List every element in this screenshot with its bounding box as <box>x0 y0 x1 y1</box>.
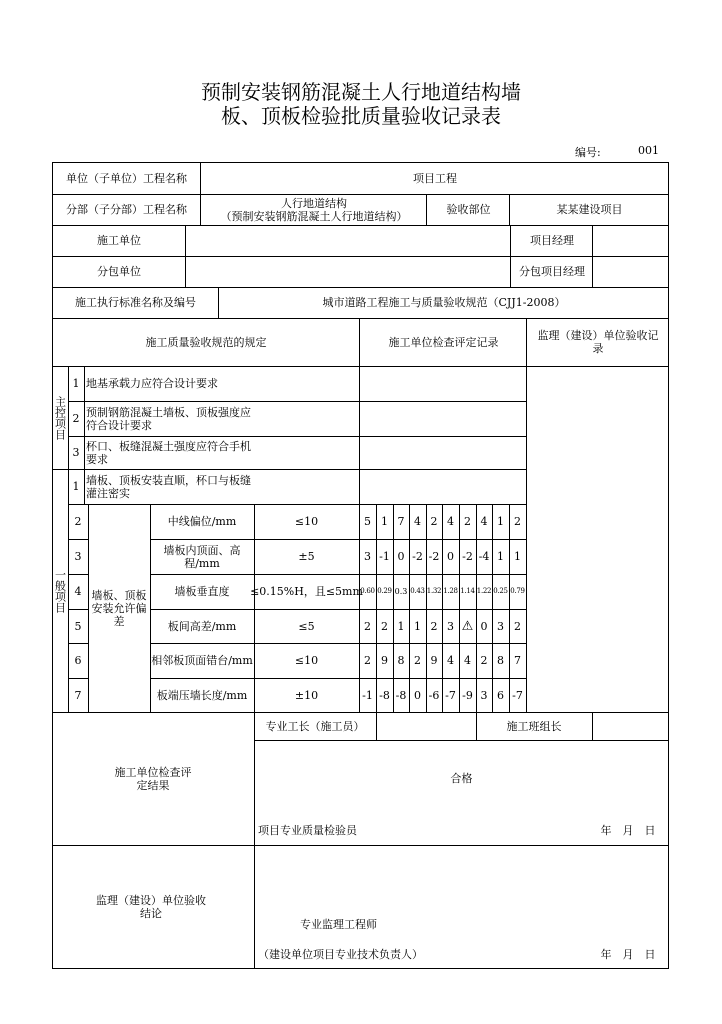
tolerance-row-no: 6 <box>74 654 82 667</box>
measurement-value: -7 <box>512 688 523 702</box>
measurement-value: 1.32 <box>426 587 442 595</box>
inspection-date: 年 月 日 <box>600 823 656 837</box>
measurement-value: -8 <box>395 688 407 702</box>
measurement-value: 2 <box>364 619 371 633</box>
measurement-value: 8 <box>397 654 405 667</box>
tolerance-allowed-value: ≤10 <box>294 654 319 667</box>
general-items-group-label: 一般项目 <box>53 568 67 613</box>
measurement-value: 2 <box>480 654 488 667</box>
measurement-value: 2 <box>514 619 521 633</box>
subunit-name-value <box>201 194 427 225</box>
measurement-value: -2 <box>412 550 423 563</box>
subunit-value-line1: 人行地道结构 <box>281 196 347 210</box>
measurement-value: 1 <box>414 619 421 633</box>
measurement-value: 2 <box>514 515 521 528</box>
measurement-value: 3 <box>364 550 371 563</box>
measurement-value: 5 <box>364 515 371 528</box>
measurement-value: 1 <box>381 515 388 528</box>
measurement-value: 4 <box>447 515 454 528</box>
measurement-value: 3 <box>447 619 454 633</box>
spec-column-header: 施工质量验收规范的规定 <box>145 335 267 349</box>
tolerance-row-no: 2 <box>74 515 82 528</box>
measurement-value: 2 <box>381 619 388 633</box>
measurement-value: -8 <box>379 688 390 702</box>
supervisor-engineer-label: 专业监理工程师 <box>300 917 377 931</box>
measurement-value: 0 <box>480 619 488 633</box>
tolerance-allowed-value: ±10 <box>294 688 319 702</box>
measurement-value: 0.25 <box>493 587 508 595</box>
measurement-value: 0.60 <box>360 587 375 595</box>
measurement-value: 0.3 <box>394 587 408 596</box>
measurement-value: 8 <box>497 654 504 667</box>
tolerance-item-name: 墙板垂直度 <box>174 585 230 598</box>
tolerance-allowed-value: ±5 <box>298 550 315 563</box>
tolerance-item-name: 相邻板顶面错台/mm <box>151 654 253 667</box>
conclusion-date: 年 月 日 <box>600 947 656 961</box>
owner-tech-label: （建设单位项目专业技术负责人） <box>258 947 423 961</box>
measurement-value: 1.28 <box>443 587 458 595</box>
measurement-value: 6 <box>497 688 504 702</box>
measurement-value: 4 <box>480 515 488 528</box>
tolerance-row-no: 3 <box>74 550 82 563</box>
acceptance-part-label: 验收部位 <box>446 203 491 216</box>
measurement-value: 0 <box>414 688 421 702</box>
measurement-value: 1 <box>497 515 504 528</box>
tolerance-group-label: 墙板、顶板安装允许偏差 <box>91 588 147 628</box>
tolerance-allowed-value: ≤0.15%H，且≤5mm <box>250 585 363 598</box>
measurement-value: 1 <box>397 619 405 633</box>
result-value: 合格 <box>450 771 473 785</box>
main-item-text: 预制钢筋混凝土墙板、顶板强度应符合设计要求 <box>86 405 251 432</box>
tolerance-row-no: 7 <box>74 688 82 702</box>
unit-name-value: 项目工程 <box>413 171 457 185</box>
measurement-value: -2 <box>428 550 440 563</box>
form-title-line2: 板、顶板检验批质量验收记录表 <box>221 104 501 128</box>
contractor-record-header: 施工单位检查评定记录 <box>388 335 499 349</box>
measurement-value: -6 <box>428 688 440 702</box>
measurement-value: 4 <box>447 654 454 667</box>
subcontract-manager-label: 分包项目经理 <box>519 265 585 278</box>
measurement-value: -1 <box>362 688 373 702</box>
measurement-value: 4 <box>414 515 421 528</box>
tolerance-row-no: 4 <box>74 585 82 598</box>
measurement-value: 2 <box>464 515 471 528</box>
measurement-value: 2 <box>414 654 421 667</box>
measurement-value: 1.22 <box>476 587 492 595</box>
form-title-line1: 预制安装钢筋混凝土人行地道结构墙 <box>201 80 521 104</box>
supervisor-conclusion-label: 监理（建设）单位验收结论 <box>96 894 206 920</box>
measurement-value: 9 <box>381 654 388 667</box>
measurement-value: 3 <box>497 619 504 633</box>
measurement-value: -1 <box>379 550 390 563</box>
general-item-no: 1 <box>72 480 80 493</box>
measurement-value: 2 <box>430 515 438 528</box>
subcontract-unit-label: 分包单位 <box>97 265 141 278</box>
tolerance-row-no: 5 <box>74 619 82 633</box>
measurement-value: 3 <box>480 688 488 702</box>
measurement-value: 1 <box>514 550 521 563</box>
standard-label: 施工执行标准名称及编号 <box>75 296 196 309</box>
tolerance-item-name: 板间高差/mm <box>167 619 237 633</box>
measurement-value: 2 <box>364 654 371 667</box>
tolerance-item-name: 墙板内顶面、高程/mm <box>163 543 241 570</box>
team-leader-label: 施工班组长 <box>506 719 562 733</box>
measurement-value: 1 <box>497 550 504 563</box>
doc-number-label: 编号: <box>575 146 601 159</box>
measurement-value: 2 <box>430 619 438 633</box>
main-items-group-label: 主控项目 <box>53 396 67 440</box>
measurement-value: 7 <box>514 654 521 667</box>
measurement-value: 0 <box>397 550 405 563</box>
measurement-value: 9 <box>430 654 438 667</box>
tolerance-allowed-value: ≤5 <box>298 619 315 633</box>
tolerance-item-name: 板端压墙长度/mm <box>156 688 248 702</box>
subunit-value-line2: （预制安装钢筋混凝土人行地道结构） <box>220 209 408 223</box>
measurement-value: 0.29 <box>377 587 392 595</box>
measurement-value: 7 <box>397 515 405 528</box>
tolerance-item-name: 中线偏位/mm <box>167 515 237 528</box>
foreman-label: 专业工长（施工员） <box>265 719 365 733</box>
measurement-value: -7 <box>445 688 456 702</box>
measurement-value: -9 <box>462 688 473 702</box>
main-item-text: 地基承载力应符合设计要求 <box>86 377 218 390</box>
main-item-no: 2 <box>72 412 80 425</box>
tolerance-allowed-value: ≤10 <box>294 515 319 528</box>
project-manager-label: 项目经理 <box>530 234 574 247</box>
subunit-name-label: 分部（子分部）工程名称 <box>66 203 187 216</box>
doc-number-value: 001 <box>638 144 659 157</box>
inspector-label: 项目专业质量检验员 <box>258 823 357 837</box>
general-item-text: 墙板、顶板安装直顺，杯口与板缝灌注密实 <box>86 473 251 500</box>
unit-name-label: 单位（子单位）工程名称 <box>66 171 187 185</box>
acceptance-part-value: 某某建设项目 <box>556 203 623 216</box>
contractor-result-label: 施工单位检查评定结果 <box>114 765 192 792</box>
measurement-value: 4 <box>464 654 471 667</box>
main-item-no: 1 <box>72 377 80 390</box>
main-item-text: 杯口、板缝混凝土强度应符合手机要求 <box>86 439 251 466</box>
warning-triangle-icon: ⚠ <box>461 618 474 634</box>
measurement-value: -2 <box>462 550 473 563</box>
measurement-value: -4 <box>478 550 490 563</box>
standard-value: 城市道路工程施工与质量验收规范（CJJ1-2008） <box>322 296 566 309</box>
measurement-value: 0 <box>447 550 454 563</box>
measurement-value: 0.43 <box>410 587 425 595</box>
supervisor-record-header: 监理（建设）单位验收记录 <box>537 329 659 355</box>
measurement-value: 1.14 <box>460 587 475 595</box>
construction-unit-label: 施工单位 <box>97 234 141 247</box>
main-item-no: 3 <box>72 446 80 459</box>
measurement-value: 0.79 <box>510 587 525 595</box>
